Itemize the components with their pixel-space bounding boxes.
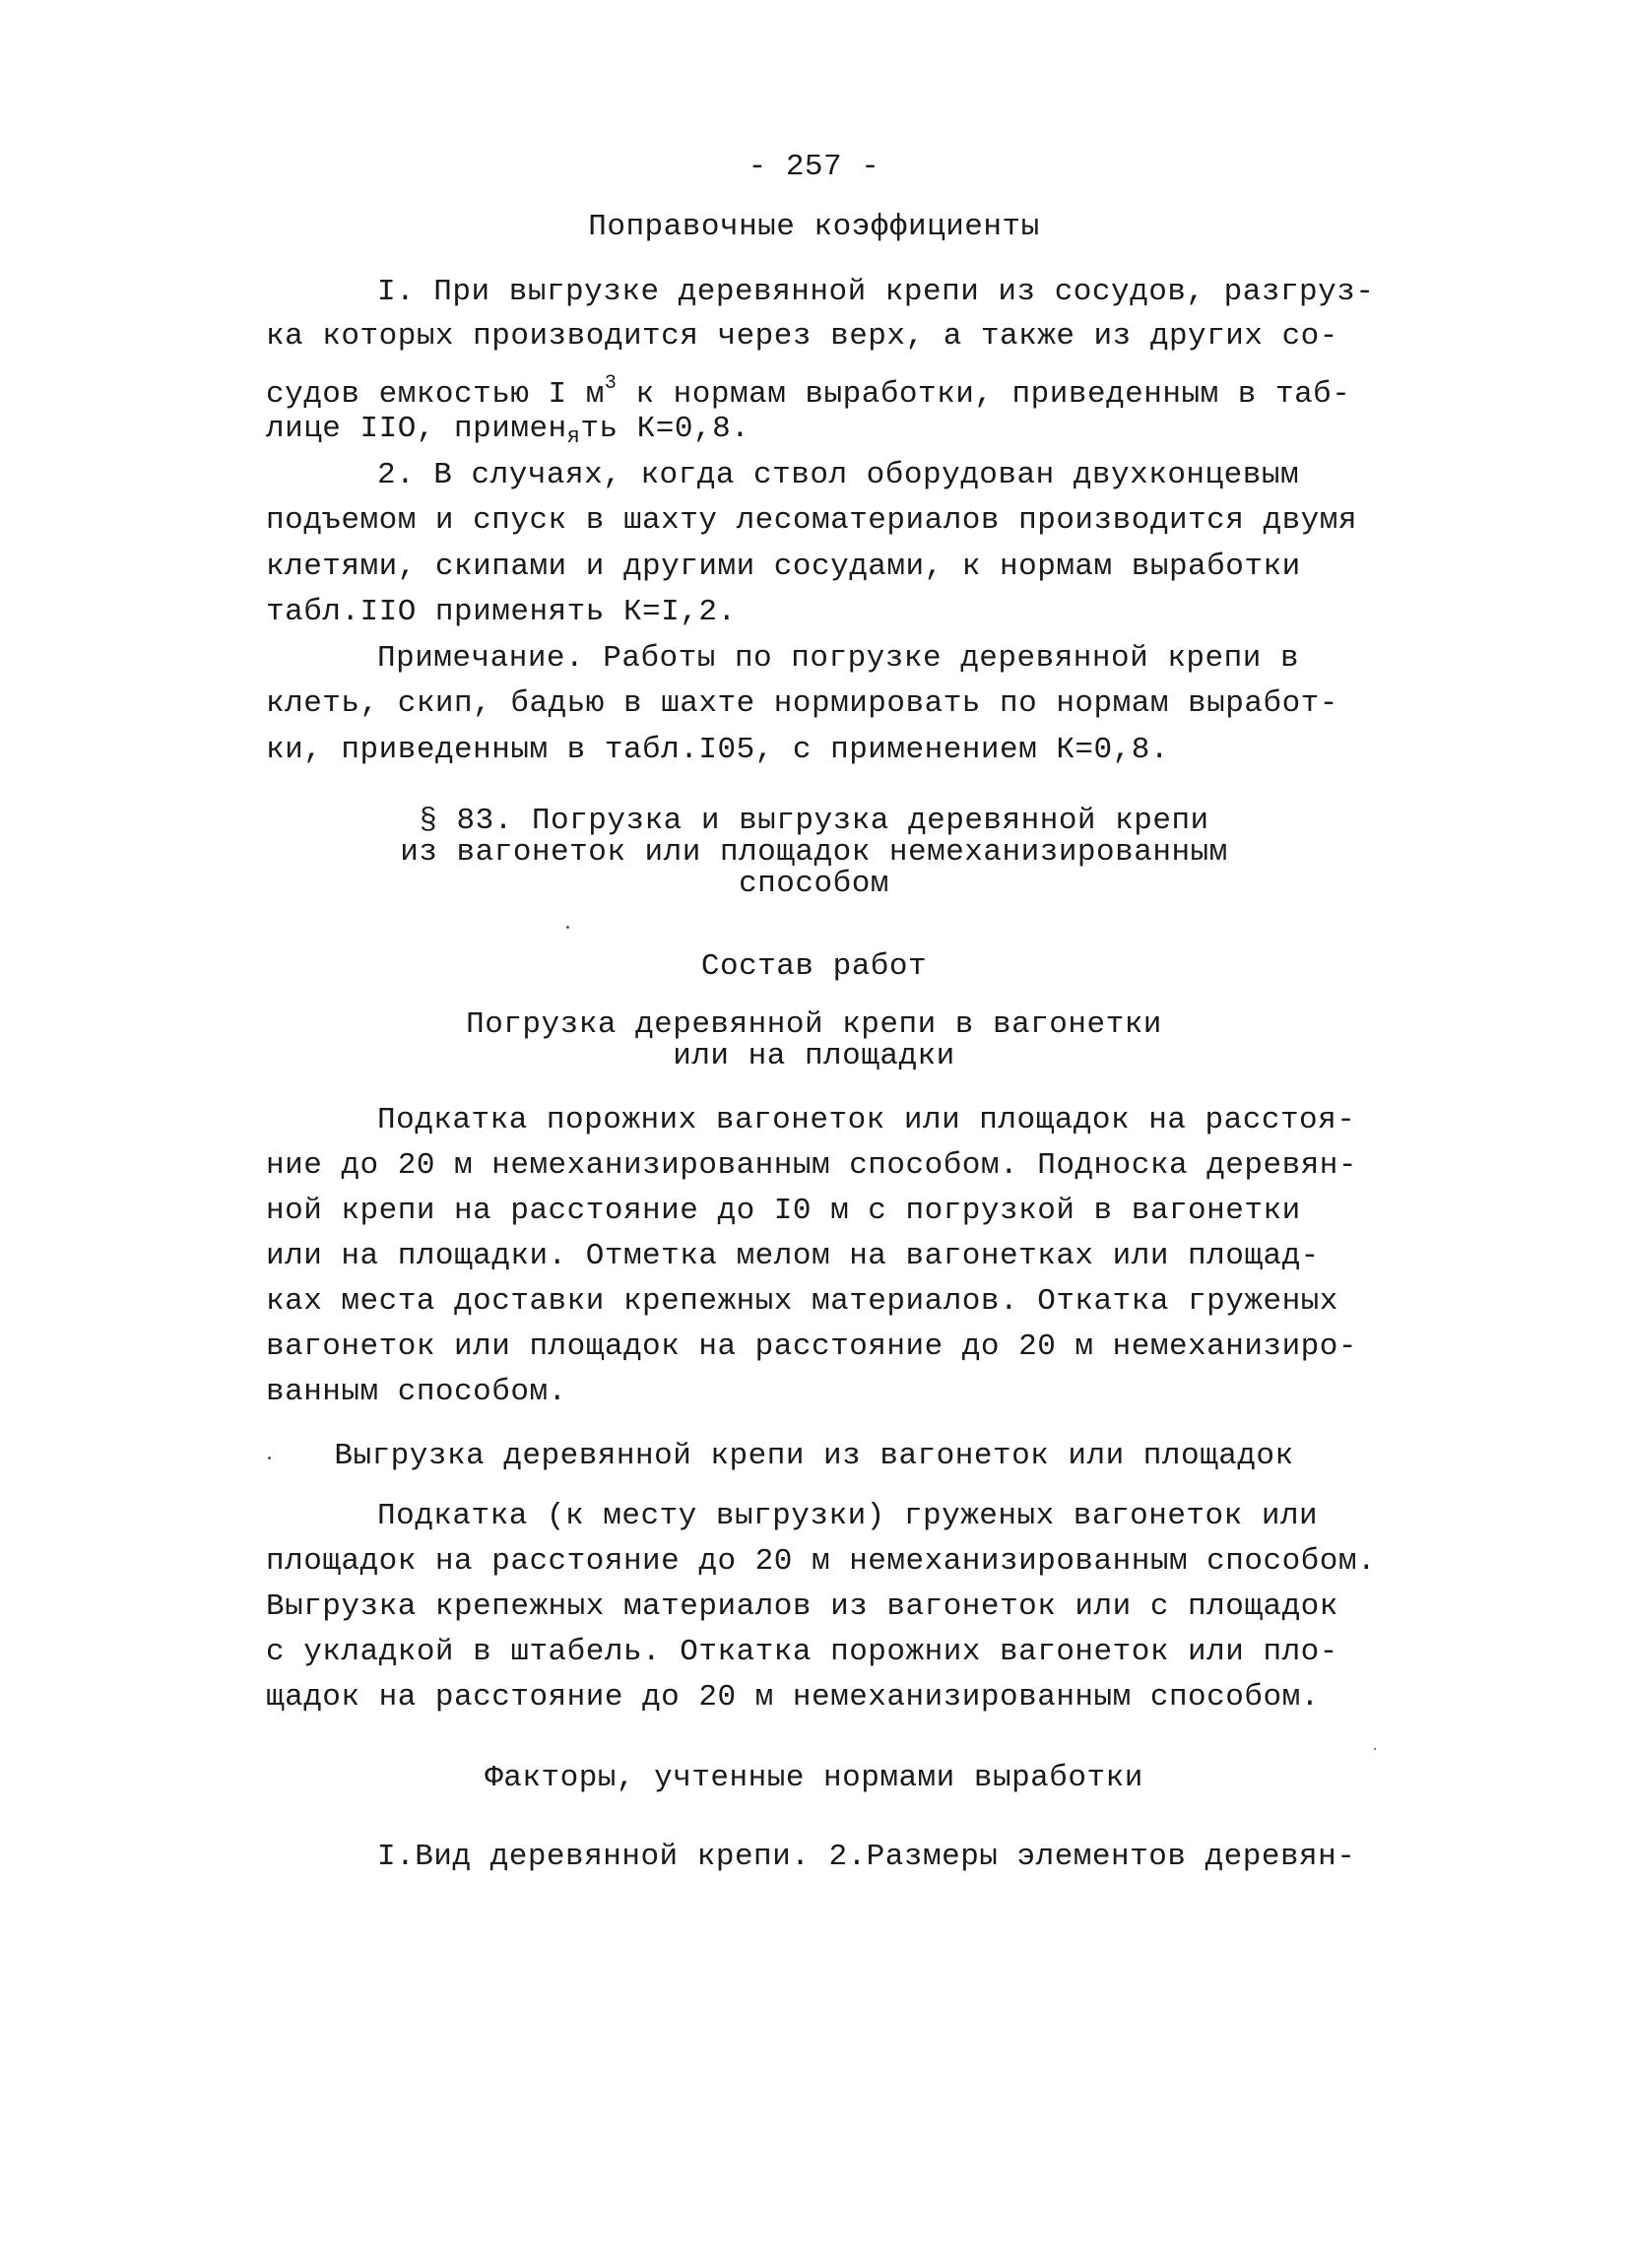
- item2-line1: 2. В случаях, когда ствол оборудован двухконцевым: [377, 458, 1300, 492]
- para2-line3: Выгрузка крепежных материалов из вагонеток или с площадок: [266, 1589, 1338, 1624]
- page-number: - 257 -: [748, 150, 880, 184]
- section-title-line2: из вагонеток или площадок немеханизированным: [400, 835, 1228, 870]
- para1-line6: вагонеток или площадок на расстояние до 20 м немеханизиро-: [266, 1329, 1357, 1364]
- para2-line4: с укладкой в штабель. Откатка порожних вагонеток или пло-: [266, 1635, 1338, 1669]
- scan-speck: [1374, 1748, 1376, 1750]
- item1-line4: лице IIO, примен$_я$ть К=0,8.: [266, 412, 750, 449]
- note-line1: Примечание. Работы по погрузке деревянной крепи в: [377, 641, 1300, 676]
- item2-line2: подъемом и спуск в шахту лесоматериалов производится двумя: [266, 503, 1357, 538]
- section-title-line3: способом: [739, 867, 889, 901]
- subheading-loading-line2: или на площадки: [673, 1039, 955, 1073]
- factors-line1: I.Вид деревянной крепи. 2.Размеры элементов деревян-: [377, 1840, 1356, 1874]
- scan-speck: [566, 926, 569, 929]
- para2-line5: щадок на расстояние до 20 м немеханизированным способом.: [266, 1680, 1320, 1715]
- heading-corrections: Поправочные коэффициенты: [588, 210, 1040, 244]
- scan-speck: [268, 1457, 271, 1459]
- section-title-line1: § 83. Погрузка и выгрузка деревянной крепи: [419, 804, 1209, 838]
- para1-line4: или на площадки. Отметка мелом на вагонетках или площад-: [266, 1239, 1320, 1273]
- para2-line1: Подкатка (к месту выгрузки) груженых вагонеток или: [377, 1499, 1319, 1533]
- para1-line2: ние до 20 м немеханизированным способом. Подноска деревян-: [266, 1148, 1357, 1183]
- para1-line1: Подкатка порожних вагонеток или площадок на расстоя-: [377, 1103, 1356, 1137]
- note-line2: клеть, скип, бадью в шахте нормировать по нормам выработ-: [266, 686, 1338, 721]
- item1-line2: ка которых производится через верх, а также из других со-: [266, 319, 1338, 354]
- para1-line5: ках места доставки крепежных материалов. Откатка груженых: [266, 1284, 1338, 1319]
- note-line3: ки, приведенным в табл.I05, с применением К=0,8.: [266, 733, 1169, 767]
- subheading-loading-line1: Погрузка деревянной крепи в вагонетки: [466, 1007, 1162, 1042]
- item1-line3: судов емкостью I $м^3$ к нормам выработки, приведенным в таб-: [266, 372, 1351, 412]
- para2-line2: площадок на расстояние до 20 м немеханизированным способом.: [266, 1544, 1377, 1579]
- subheading-unloading: Выгрузка деревянной крепи из вагонеток или площадок: [334, 1439, 1294, 1473]
- heading-composition: Состав работ: [700, 949, 928, 984]
- para1-line3: ной крепи на расстояние до I0 м с погрузкой в вагонетки: [266, 1194, 1301, 1228]
- heading-factors: Факторы, учтенные нормами выработки: [485, 1761, 1143, 1795]
- item1-line1: I. При выгрузке деревянной крепи из сосудов, разгруз-: [377, 275, 1375, 309]
- item2-line4: табл.IIO применять К=I,2.: [266, 595, 737, 629]
- item2-line3: клетями, скипами и другими сосудами, к нормам выработки: [266, 550, 1301, 584]
- para1-line7: ванным способом.: [266, 1375, 567, 1409]
